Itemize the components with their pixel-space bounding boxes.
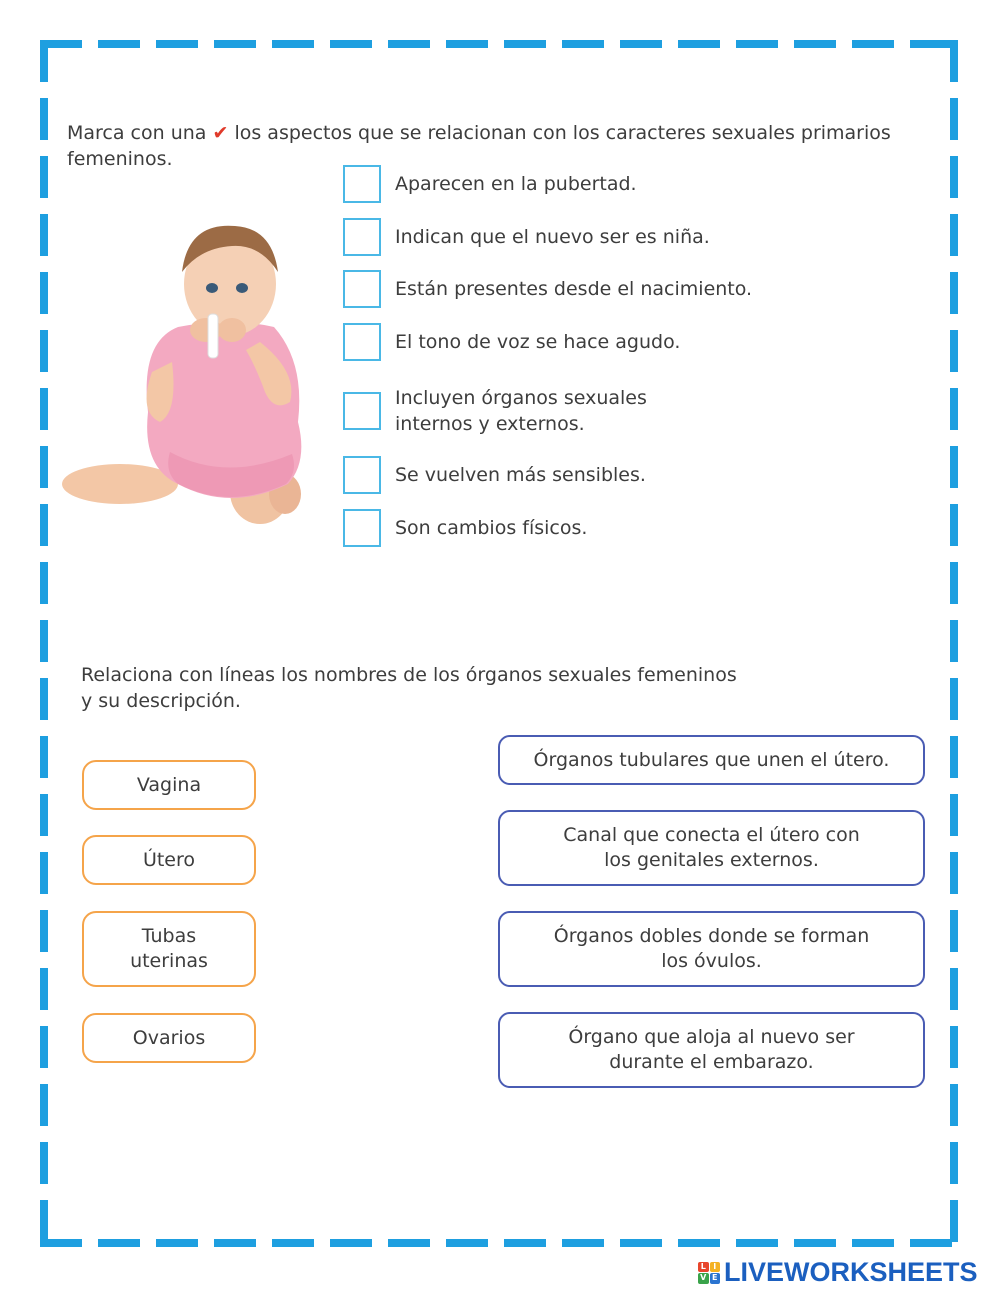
checkbox-6[interactable] (343, 456, 381, 494)
option-6-text (395, 462, 646, 488)
frame-left-edge (40, 40, 48, 1247)
frame-bottom-edge (40, 1239, 958, 1247)
description-line-1: Canal que conecta el útero con (563, 824, 860, 846)
checkbox-2[interactable] (343, 218, 381, 256)
option-7-line: Son cambios físicos. (395, 517, 588, 539)
option-row-5 (343, 385, 647, 437)
option-row-6 (343, 456, 646, 494)
liveworksheets-logo-icon (698, 1262, 720, 1284)
logo-letter: I (710, 1262, 721, 1273)
frame-right-edge (950, 40, 958, 1247)
organ-label: Vagina (136, 773, 202, 796)
option-4-text (395, 329, 680, 355)
checkbox-7[interactable] (343, 509, 381, 547)
logo-letter: L (698, 1262, 709, 1273)
organ-label: Útero (142, 848, 196, 871)
description-line-1: Órganos dobles donde se forman (553, 925, 870, 947)
brand-name: LIVEWORKSHEETS (724, 1257, 978, 1287)
instruction-2 (81, 662, 841, 714)
option-3-text (395, 276, 752, 302)
option-row-4 (343, 323, 680, 361)
option-5-line-1: Incluyen órganos sexuales (395, 387, 647, 409)
organ-label: Ovarios (132, 1026, 206, 1049)
option-row-2 (343, 218, 710, 256)
frame-top-edge (40, 40, 958, 48)
instruction-1-start: Marca con una (67, 122, 207, 144)
description-box-4[interactable] (498, 1012, 925, 1088)
description-line-2: los óvulos. (661, 950, 762, 972)
organ-box-vagina[interactable] (82, 760, 256, 810)
option-3-line: Están presentes desde el nacimiento. (395, 278, 753, 300)
instruction-2-line-1: Relaciona con líneas los nombres de los órganos sexuales femeninos (81, 664, 737, 686)
option-6-line: Se vuelven más sensibles. (395, 464, 646, 486)
logo-letter: V (698, 1273, 709, 1284)
organ-label-line-2: uterinas (130, 950, 208, 972)
option-2-text (395, 224, 710, 250)
option-7-text (395, 515, 587, 541)
liveworksheets-brand (698, 1257, 978, 1288)
option-row-1 (343, 165, 637, 203)
check-mark-icon: ✔ (212, 122, 229, 144)
option-row-3 (343, 270, 752, 308)
organ-box-utero[interactable] (82, 835, 256, 885)
option-5-line-2: internos y externos. (395, 413, 585, 435)
instruction-1-end: los aspectos que se relacionan con los caracteres sexuales primarios femeninos. (67, 122, 891, 170)
organ-box-ovarios[interactable] (82, 1013, 256, 1063)
checkbox-5[interactable] (343, 392, 381, 430)
description-box-2[interactable] (498, 810, 925, 886)
option-1-line: Aparecen en la pubertad. (395, 173, 637, 195)
description-line-1: Órgano que aloja al nuevo ser (568, 1026, 855, 1048)
description-line: Órganos tubulares que unen el útero. (533, 748, 890, 771)
description-line-2: los genitales externos. (604, 849, 819, 871)
option-row-7 (343, 509, 587, 547)
logo-letter: E (710, 1273, 721, 1284)
organ-box-tubas[interactable] (82, 911, 256, 987)
option-4-line: El tono de voz se hace agudo. (395, 331, 681, 353)
description-box-1[interactable] (498, 735, 925, 785)
instruction-2-line-2: y su descripción. (81, 690, 241, 712)
option-5-text (395, 385, 647, 437)
checkbox-4[interactable] (343, 323, 381, 361)
organ-label-line-1: Tubas (141, 925, 197, 947)
option-1-text (395, 171, 637, 197)
description-line-2: durante el embarazo. (609, 1051, 814, 1073)
checkbox-3[interactable] (343, 270, 381, 308)
checkbox-1[interactable] (343, 165, 381, 203)
description-box-3[interactable] (498, 911, 925, 987)
baby-illustration (60, 222, 320, 527)
option-2-line: Indican que el nuevo ser es niña. (395, 226, 710, 248)
